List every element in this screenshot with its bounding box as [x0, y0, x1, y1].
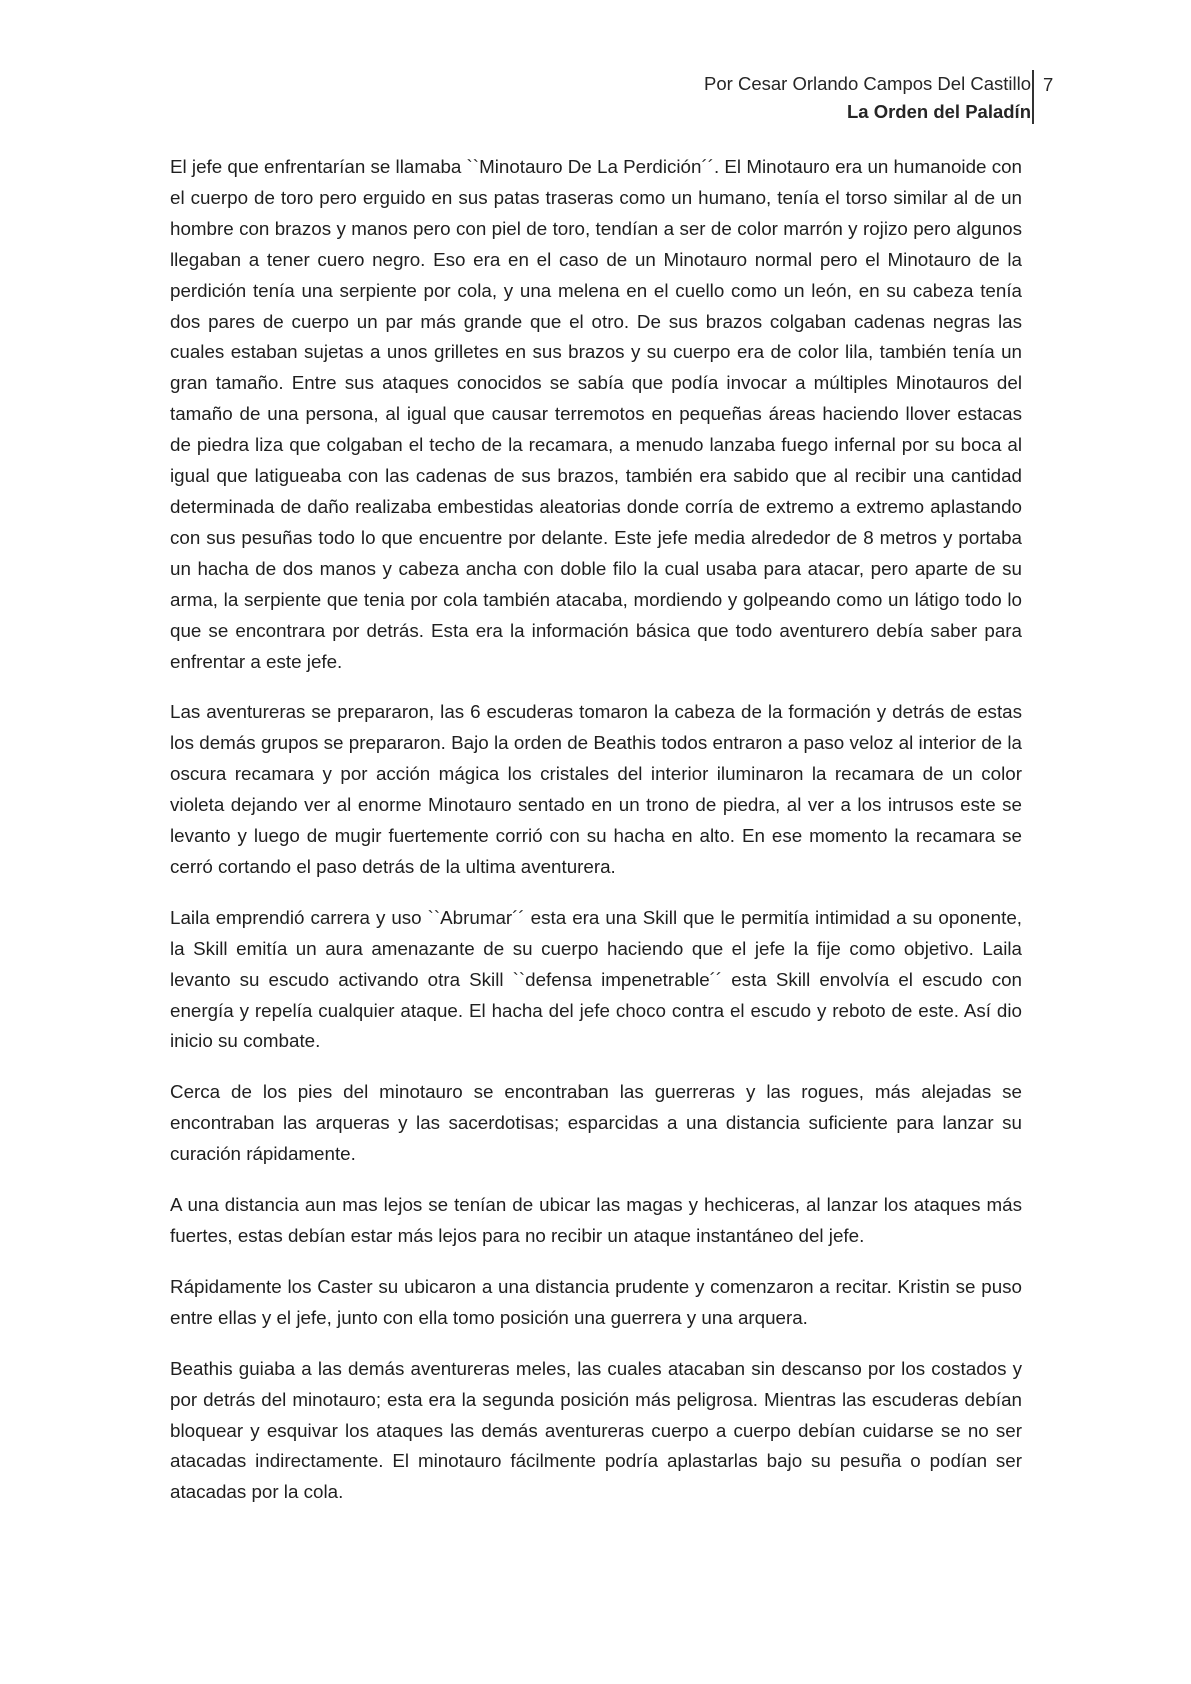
paragraph: Las aventureras se prepararon, las 6 escuderas tomaron la cabeza de la formación y detrás de estas los demás grupos se prepararon. Bajo la orden de Beathis todos entraron a paso veloz al interior de la oscura recamara y por acción mágica los cristales del interior iluminaron la recamara de un color violeta dejando ver al enorme Minotauro sentado en un trono de piedra, al ver a los intrusos este se levanto y luego de mugir fuertemente corrió con su hacha en alto. En ese momento la recamara se cerró cortando el paso detrás de la ultima aventurera. — [170, 701, 1022, 877]
paragraph: Rápidamente los Caster su ubicaron a una distancia prudente y comenzaron a recitar. Kristin se puso entre ellas y el jefe, junto con ella tomo posición una guerrera y una arquera. — [170, 1275, 1022, 1328]
paragraph: Beathis guiaba a las demás aventureras meles, las cuales atacaban sin descanso por los costados y por detrás del minotauro; esta era la segunda posición más peligrosa. Mientras las escuderas debían bloquear y esquivar los ataques las demás aventureras cuerpo a cuerpo debían cuidarse se no ser atacadas indirectamente. El minotauro fácilmente podría aplastarlas bajo su pesuña o podían ser atacadas por la cola. — [170, 1357, 1022, 1503]
page-header — [704, 70, 1031, 126]
page-number: 7 — [1043, 74, 1054, 95]
paragraph: A una distancia aun mas lejos se tenían de ubicar las magas y hechiceras, al lanzar los ataques más fuertes, estas debían estar más lejos para no recibir un ataque instantáneo del jefe. — [170, 1194, 1022, 1246]
header-book-title: La Orden del Paladín — [846, 101, 1031, 122]
body-text — [170, 152, 1022, 1528]
header-author: Por Cesar Orlando Campos Del Castillo — [704, 73, 1031, 94]
header-divider — [1032, 70, 1034, 124]
paragraph: Cerca de los pies del minotauro se encontraban las guerreras y las rogues, más alejadas se encontraban las arqueras y las sacerdotisas; esparcidas a una distancia suficiente para lanzar su curación rápidamente. — [170, 1081, 1022, 1165]
paragraph: El jefe que enfrentarían se llamaba ``Minotauro De La Perdición´´. El Minotauro era un humanoide con el cuerpo de toro pero erguido en sus patas traseras como un humano, tenía el torso similar al de un hombre con brazos y manos pero con piel de toro, tendían a ser de color marrón y rojizo pero algunos llegaban a tener cuero negro. Eso era en el caso de un Minotauro normal pero el Minotauro de la perdición tenía una serpiente por cola, y una melena en el cuello como un león, en su cabeza tenía dos pares de cuerpo un par más grande que el otro. De sus brazos colgaban cadenas negras las cuales estaban sujetas a unos grilletes en sus brazos y su cuerpo era de color lila, también tenía un gran tamaño. Entre sus ataques conocidos se sabía que podía invocar a múltiples Minotauros del tamaño de una persona, al igual que causar terremotos en pequeñas áreas haciendo llover estacas de piedra liza que colgaban el techo de la recamara, a menudo lanzaba fuego infernal por su boca al igual que latigueaba con las cadenas de sus brazos, también era sabido que al recibir una cantidad determinada de daño realizaba embestidas aleatorias donde corría de extremo a extremo aplastando con sus pesuñas todo lo que encuentre por delante. Este jefe media alrededor de 8 metros y portaba un hacha de dos manos y cabeza ancha con doble filo la cual usaba para atacar, pero aparte de su arma, la serpiente que tenia por cola también atacaba, mordiendo y golpeando como un látigo todo lo que se encontrara por detrás. Esta era la información básica que todo aventurero debía saber para enfrentar a este jefe. — [170, 156, 1022, 672]
paragraph: Laila emprendió carrera y uso ``Abrumar´´ esta era una Skill que le permitía intimidad a su oponente, la Skill emitía un aura amenazante de su cuerpo haciendo que el jefe la fije como objetivo. Laila levanto su escudo activando otra Skill ``defensa impenetrable´´ esta Skill envolvía el escudo con energía y repelía cualquier ataque. El hacha del jefe choco contra el escudo y reboto de este. Así dio inicio su combate. — [170, 906, 1022, 1052]
